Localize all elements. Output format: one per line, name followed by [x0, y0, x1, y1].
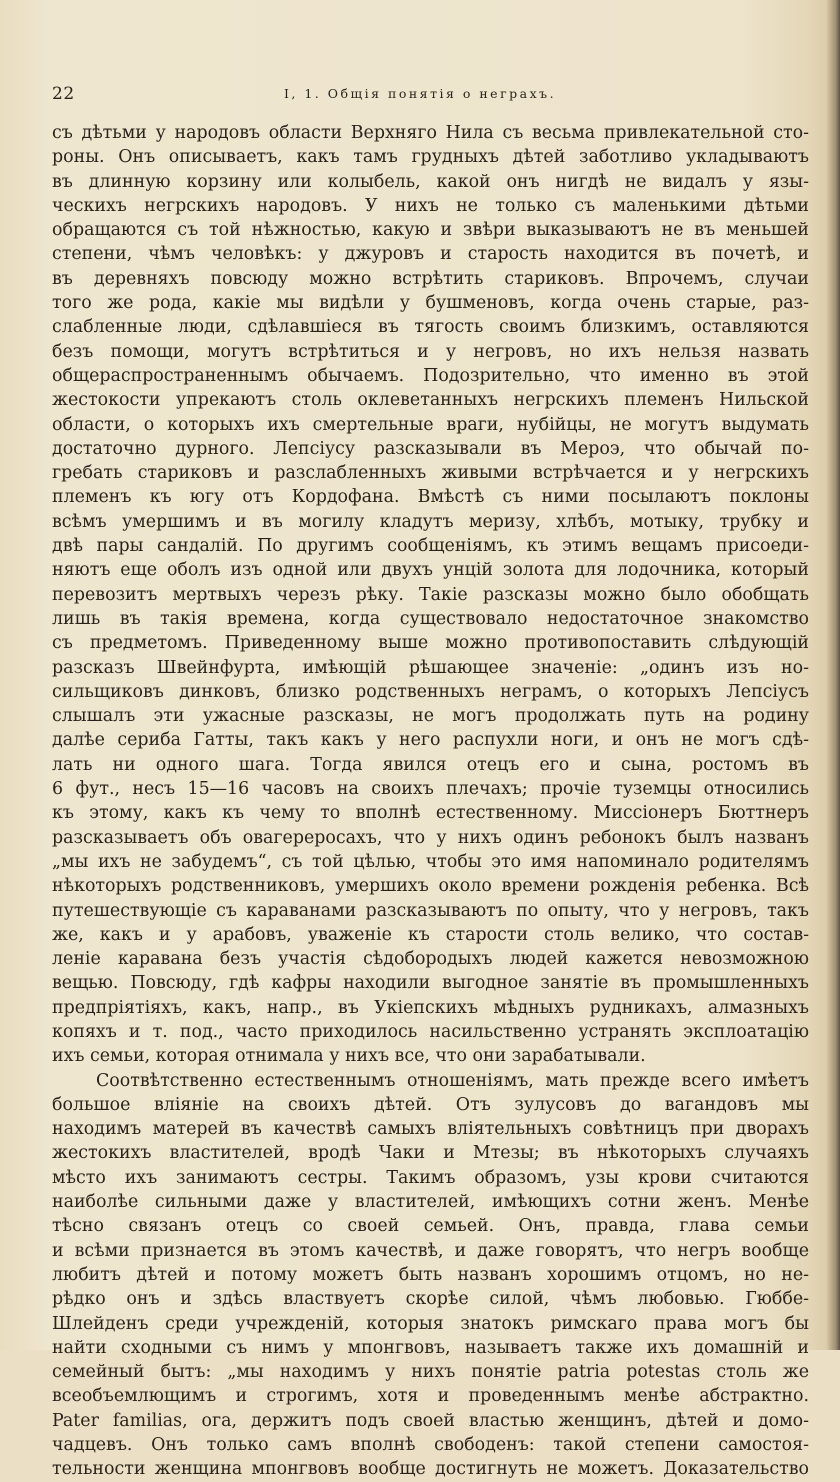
text-line: наиболѣе сильными даже у властителей, имѣющихъ сотни женъ. Менѣе	[52, 1192, 809, 1213]
paragraph	[52, 121, 809, 1069]
text-line: ихъ семьи, которая отнимала у нихъ все, что они зарабатывали.	[52, 1046, 646, 1067]
text-line: всеобъемлющимъ и строгимъ, хотя и проведеннымъ менѣе абстрактно.	[52, 1386, 809, 1407]
text-line: Pater familias, ога, держитъ подъ своей властью женщинъ, дѣтей и домо-	[52, 1410, 809, 1431]
body-text	[52, 121, 809, 1482]
text-line: гребать стариковъ и разслабленныхъ живыми встрѣчается и у негрскихъ	[52, 463, 809, 484]
text-line: тѣсно связанъ отецъ со своей семьей. Онъ, правда, глава семьи	[52, 1216, 809, 1237]
text-line: находимъ матерей въ качествѣ самыхъ вліятельныхъ совѣтницъ при дворахъ	[52, 1119, 809, 1140]
text-line: няютъ еще оболъ изъ одной или двухъ унцій золота для лодочника, который	[52, 560, 809, 581]
page-edge-shadow	[826, 0, 840, 1350]
text-line: мѣсто ихъ занимаютъ сестры. Такимъ образомъ, узы крови считаются	[52, 1167, 809, 1188]
text-line: слышалъ эти ужасные разсказы, не могъ продолжать путь на родину	[52, 706, 809, 727]
text-line: разсказываетъ объ овагереросахъ, что у нихъ одинъ ребонокъ былъ названъ	[52, 827, 809, 848]
text-line: перевозитъ мертвыхъ черезъ рѣку. Такіе разсказы можно было обобщать	[52, 584, 809, 605]
text-line: же, какъ и у арабовъ, уваженіе къ старости столь велико, что состав-	[52, 924, 809, 945]
text-line: безъ помощи, могутъ встрѣтиться и у негровъ, но ихъ нельзя назвать	[52, 341, 809, 362]
text-line: общераспространеннымъ обычаемъ. Подозрительно, что именно въ этой	[52, 365, 809, 386]
text-line: рѣдко онъ и здѣсь властвуетъ скорѣе силой, чѣмъ любовью. Гюббе-	[52, 1289, 809, 1310]
text-line: „мы ихъ не забудемъ“, съ той цѣлью, чтобы это имя напоминало родителямъ	[52, 851, 809, 872]
text-line: двѣ пары сандалій. По другимъ сообщеніямъ, къ этимъ вещамъ присоеди-	[52, 536, 809, 557]
text-line: слабленные люди, сдѣлавшіеся въ тягость своимъ близкимъ, оставляются	[52, 317, 809, 338]
text-line: найти сходными съ нимъ у мпонгвовъ, называетъ также ихъ домашній и	[52, 1337, 809, 1358]
text-line: къ этому, какъ къ чему то вполнѣ естественному. Миссіонеръ Бюттнеръ	[52, 803, 809, 824]
text-line: предпріятіяхъ, какъ, напр., въ Укіепскихъ мѣдныхъ рудникахъ, алмазныхъ	[52, 997, 809, 1018]
page-number: 22	[52, 84, 75, 104]
text-line: лишь въ такія времена, когда существовало недостаточное знакомство	[52, 608, 809, 629]
text-line: большое вліяніе на своихъ дѣтей. Отъ зулусовъ до вагандовъ мы	[52, 1094, 809, 1115]
text-line: въ деревняхъ повсюду можно встрѣтить стариковъ. Впрочемъ, случаи	[52, 268, 809, 289]
text-line: семейный бытъ: „мы находимъ у нихъ понятіе patria potestas столь же	[52, 1362, 809, 1383]
text-line: 6 фут., несъ 15—16 часовъ на своихъ плечахъ; прочіе туземцы относились	[52, 779, 809, 800]
text-line: всѣмъ умершимъ и въ могилу кладутъ меризу, хлѣбъ, мотыку, трубку и	[52, 511, 809, 532]
text-line: разсказъ Швейнфурта, имѣющій рѣшающее значеніе: „одинъ изъ но-	[52, 657, 809, 678]
text-line: племенъ къ югу отъ Кордофана. Вмѣстѣ съ ними посылаютъ поклоны	[52, 487, 809, 508]
text-line: и всѣми признается въ этомъ качествѣ, и даже говорятъ, что негръ вообще	[52, 1240, 809, 1261]
text-line: Шлейденъ среди учрежденій, которыя знатокъ римскаго права могъ бы	[52, 1313, 809, 1334]
text-line: жестокости упрекаютъ столь оклеветанныхъ негрскихъ племенъ Нильской	[52, 390, 809, 411]
text-line: нѣкоторыхъ родственниковъ, умершихъ около времени рожденія ребенка. Всѣ	[52, 876, 809, 897]
text-line: того же рода, какіе мы видѣли у бушменовъ, когда очень старые, раз-	[52, 293, 809, 314]
text-line: сильщиковъ динковъ, близко родственныхъ неграмъ, о которыхъ Лепсіусъ	[52, 681, 809, 702]
text-line: съ дѣтьми у народовъ области Верхняго Нила съ весьма привлекательной сто-	[52, 123, 809, 143]
text-line: Соотвѣтственно естественнымъ отношеніямъ, мать прежде всего имѣетъ	[96, 1070, 809, 1091]
text-line: ческихъ негрскихъ народовъ. У нихъ не только съ маленькими дѣтьми	[52, 195, 809, 216]
text-line: вещью. Повсюду, гдѣ кафры находили выгодное занятіе въ промышленныхъ	[52, 973, 809, 994]
text-line: области, о которыхъ ихъ смертельные враги, нубійцы, не могутъ выдумать	[52, 414, 809, 435]
text-line: далѣе сериба Гатты, такъ какъ у него распухли ноги, и онъ не могъ сдѣ-	[52, 730, 809, 751]
paragraph	[52, 1069, 809, 1482]
text-line: тельности женщина мпонгвовъ вообще достигнуть не можетъ. Доказательство	[52, 1459, 809, 1480]
text-line: путешествующіе съ караванами разсказываютъ по опыту, что у негровъ, такъ	[52, 900, 809, 921]
text-line: степени, чѣмъ человѣкъ: у джуровъ и старость находится въ почетѣ, и	[52, 244, 809, 265]
text-line: копяхъ и т. под., часто приходилось насильственно устранять эксплоатацію	[52, 1021, 809, 1042]
text-line: любитъ дѣтей и потому можетъ быть названъ хорошимъ отцомъ, но не-	[52, 1264, 809, 1285]
text-line: роны. Онъ описываетъ, какъ тамъ грудныхъ дѣтей заботливо укладываютъ	[52, 147, 809, 168]
text-line: достаточно дурного. Лепсіусу разсказывали въ Мероэ, что обычай по-	[52, 438, 809, 459]
text-line: лать ни одного шага. Тогда явился отецъ его и сына, ростомъ въ	[52, 754, 809, 775]
text-line: чадцевъ. Онъ только самъ вполнѣ свободенъ: такой степени самостоя-	[52, 1435, 809, 1456]
running-head: I, 1. Общія понятія о неграхъ.	[283, 86, 557, 101]
text-line: обращаются съ той нѣжностью, какую и звѣри выказываютъ не въ меньшей	[52, 220, 809, 241]
text-line: съ предметомъ. Приведенному выше можно противопоставить слѣдующій	[52, 633, 809, 654]
text-line: въ длинную корзину или колыбель, какой онъ нигдѣ не видалъ у язы-	[52, 171, 809, 192]
text-line: леніе каравана безъ участія сѣдобородыхъ людей кажется невозможною	[52, 949, 809, 970]
text-line: жестокихъ властителей, вродѣ Чаки и Мтезы; въ нѣкоторыхъ случаяхъ	[52, 1143, 809, 1164]
